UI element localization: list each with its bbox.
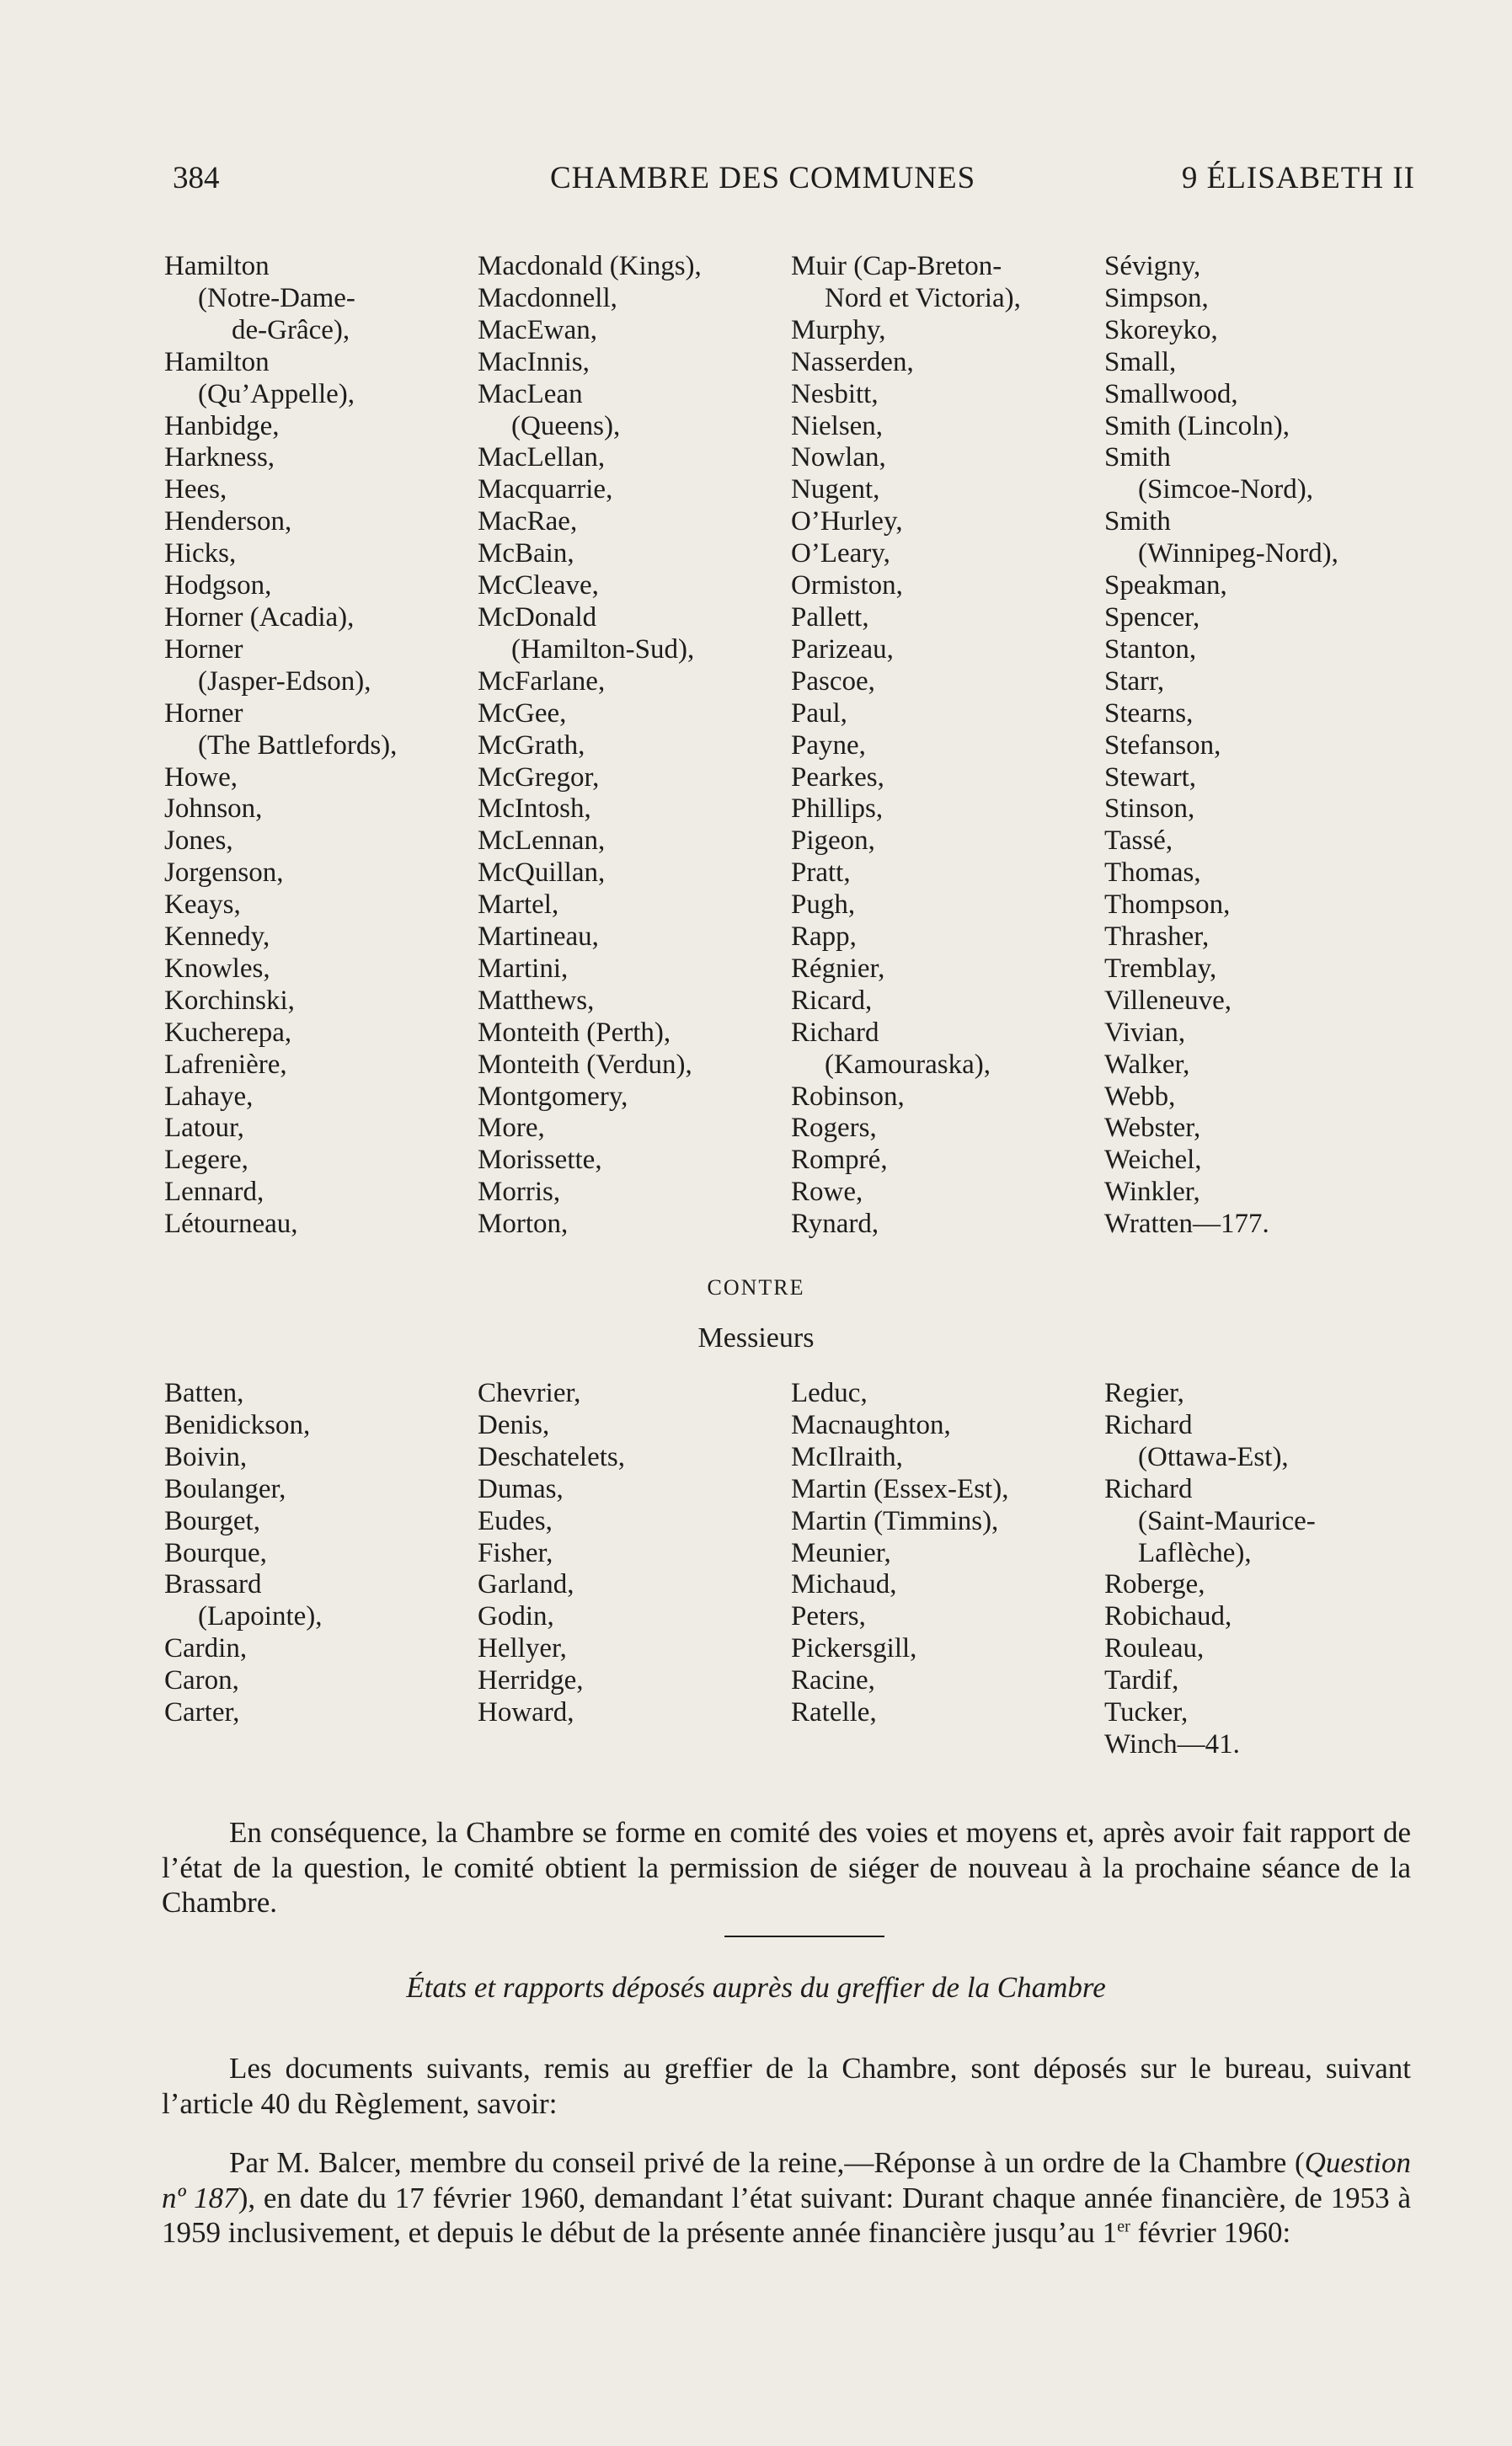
member-name: Herridge, <box>478 1665 584 1696</box>
member-name: Kucherepa, <box>164 1017 292 1048</box>
member-name: (Ottawa-Est), <box>1138 1441 1289 1472</box>
member-name: Ormiston, <box>791 570 903 601</box>
member-name: de-Grâce), <box>232 314 350 345</box>
messieurs-label: Messieurs <box>697 1322 815 1354</box>
member-name: Hamilton <box>164 346 270 377</box>
member-name: O’Leary, <box>791 538 890 569</box>
member-name: Richard <box>791 1017 879 1048</box>
member-name: Weichel, <box>1104 1145 1202 1176</box>
pour-member-list <box>164 251 1419 1241</box>
member-name: Lahaye, <box>164 1081 254 1112</box>
member-name: Martini, <box>478 953 569 984</box>
member-name: Rapp, <box>791 921 857 953</box>
member-name: Leduc, <box>791 1378 868 1408</box>
member-name: Lennard, <box>164 1177 264 1208</box>
member-name: Phillips, <box>791 793 884 825</box>
member-name: Racine, <box>791 1665 875 1696</box>
member-name: Batten, <box>164 1378 244 1408</box>
member-name: Harkness, <box>164 442 275 473</box>
member-name: Stanton, <box>1104 633 1197 665</box>
member-name: Rompré, <box>791 1145 888 1176</box>
member-name: Martin (Timmins), <box>791 1505 999 1536</box>
member-name: Winch—41. <box>1104 1728 1240 1760</box>
member-name: (Qu’Appelle), <box>198 378 355 409</box>
member-name: Tardif, <box>1104 1665 1179 1696</box>
member-name: Montgomery, <box>478 1081 628 1112</box>
member-name: Webb, <box>1104 1081 1176 1112</box>
balcer-return-paragraph <box>162 2145 1411 2251</box>
member-name: Laflèche), <box>1138 1537 1252 1568</box>
section-heading: États et rapports déposés auprès du greffier de la Chambre <box>406 1971 1106 2004</box>
member-name: Payne, <box>791 729 866 761</box>
member-name: MacLean <box>478 378 583 409</box>
member-name: Ratelle, <box>791 1697 877 1728</box>
member-name: (Jasper-Edson), <box>198 665 371 697</box>
name-column <box>791 251 1104 1241</box>
member-name: Stinson, <box>1104 793 1195 825</box>
member-name: Starr, <box>1104 665 1165 697</box>
member-name: (Hamilton-Sud), <box>511 633 695 665</box>
section-divider <box>724 1936 884 1937</box>
member-name: Morton, <box>478 1209 569 1240</box>
member-name: Knowles, <box>164 953 270 984</box>
member-name: Macquarrie, <box>478 474 613 505</box>
member-name: Johnson, <box>164 793 263 825</box>
member-name: Létourneau, <box>164 1209 298 1240</box>
member-name: Deschatelets, <box>478 1441 626 1472</box>
member-name: Michaud, <box>791 1569 897 1600</box>
member-name: Stearns, <box>1104 697 1194 729</box>
member-name: Horner (Acadia), <box>164 601 355 633</box>
member-name: More, <box>478 1113 545 1144</box>
member-name: Smith <box>1104 506 1171 537</box>
member-name: Morris, <box>478 1177 561 1208</box>
member-name: Jones, <box>164 825 233 857</box>
member-name: Hamilton <box>164 251 270 281</box>
running-title: CHAMBRE DES COMMUNES <box>550 161 976 195</box>
member-name: Regier, <box>1104 1378 1184 1408</box>
member-name: McCleave, <box>478 570 599 601</box>
balcer-text-1: Par M. Balcer, membre du conseil privé de la reine,—Réponse à un ordre de la Chambre ( <box>229 2146 1305 2179</box>
member-name: Tassé, <box>1104 825 1173 857</box>
member-name: Bourque, <box>164 1537 267 1568</box>
member-name: Smith (Lincoln), <box>1104 410 1290 441</box>
member-name: Horner <box>164 633 243 665</box>
regnal-year: 9 ÉLISABETH II <box>1181 161 1415 195</box>
name-column <box>478 1378 791 1761</box>
balcer-text-2: ), en date du 17 février 1960, demandant l’état suivant: Durant chaque année financière, de 1953 à 1959 inclusivement, et depuis le début de la présente année financière jusqu’au 1 <box>162 2181 1411 2249</box>
member-name: (Notre-Dame- <box>198 282 355 313</box>
member-name: Hees, <box>164 474 227 505</box>
member-name: Nugent, <box>791 474 880 505</box>
member-name: Fisher, <box>478 1537 553 1568</box>
member-name: Ricard, <box>791 985 873 1016</box>
member-name: Nord et Victoria), <box>825 282 1021 313</box>
member-name: Matthews, <box>478 985 595 1016</box>
member-name: Godin, <box>478 1601 554 1632</box>
member-name: Stewart, <box>1104 761 1197 793</box>
member-name: Tucker, <box>1104 1697 1189 1728</box>
member-name: Thomas, <box>1104 857 1201 889</box>
member-name: Cardin, <box>164 1633 248 1664</box>
member-name: Monteith (Verdun), <box>478 1049 692 1080</box>
member-name: Muir (Cap-Breton- <box>791 251 1002 281</box>
member-name: Jorgenson, <box>164 857 284 889</box>
member-name: Boulanger, <box>164 1473 286 1504</box>
member-name: Keays, <box>164 889 241 921</box>
member-name: Garland, <box>478 1569 574 1600</box>
member-name: Rynard, <box>791 1209 879 1240</box>
member-name: Pickersgill, <box>791 1633 917 1664</box>
member-name: Small, <box>1104 346 1177 377</box>
member-name: Dumas, <box>478 1473 564 1504</box>
member-name: McGregor, <box>478 761 600 793</box>
member-name: Latour, <box>164 1113 244 1144</box>
name-column <box>791 1378 1104 1761</box>
member-name: Thompson, <box>1104 889 1231 921</box>
member-name: Kennedy, <box>164 921 270 953</box>
member-name: Rouleau, <box>1104 1633 1205 1664</box>
member-name: Smith <box>1104 442 1171 473</box>
member-name: Morissette, <box>478 1145 602 1176</box>
member-name: Rogers, <box>791 1113 877 1144</box>
member-name: Tremblay, <box>1104 953 1217 984</box>
member-name: Carter, <box>164 1697 240 1728</box>
member-name: (Queens), <box>511 410 621 441</box>
member-name: Spencer, <box>1104 601 1200 633</box>
member-name: McIlraith, <box>791 1441 903 1472</box>
page-number: 384 <box>173 161 220 195</box>
member-name: Roberge, <box>1104 1569 1205 1600</box>
committee-paragraph: En conséquence, la Chambre se forme en comité des voies et moyens et, après avoir fait rapport de l’état de la question, le comité obtient la permission de siéger de nouveau à la prochaine séance de la Chambre. <box>162 1816 1411 1919</box>
member-name: Lafrenière, <box>164 1049 287 1080</box>
member-name: Pearkes, <box>791 761 884 793</box>
member-name: Simpson, <box>1104 282 1209 313</box>
name-column <box>1104 251 1418 1241</box>
member-name: Denis, <box>478 1409 550 1440</box>
member-name: O’Hurley, <box>791 506 903 537</box>
member-name: Murphy, <box>791 314 886 345</box>
member-name: Hanbidge, <box>164 410 280 441</box>
member-name: MacRae, <box>478 506 578 537</box>
member-name: Hodgson, <box>164 570 272 601</box>
member-name: Boivin, <box>164 1441 248 1472</box>
member-name: Régnier, <box>791 953 885 984</box>
member-name: (Saint-Maurice- <box>1138 1505 1316 1536</box>
member-name: Korchinski, <box>164 985 295 1016</box>
member-name: Richard <box>1104 1473 1193 1504</box>
member-name: Benidickson, <box>164 1409 311 1440</box>
member-name: Hicks, <box>164 538 237 569</box>
member-name: Thrasher, <box>1104 921 1210 953</box>
member-name: Henderson, <box>164 506 292 537</box>
member-name: Howe, <box>164 761 238 793</box>
member-name: Stefanson, <box>1104 729 1221 761</box>
member-name: Macdonnell, <box>478 282 617 313</box>
member-name: McIntosh, <box>478 793 591 825</box>
member-name: Robichaud, <box>1104 1601 1232 1632</box>
member-name: McLennan, <box>478 825 606 857</box>
member-name: Nowlan, <box>791 442 886 473</box>
member-name: Chevrier, <box>478 1378 581 1408</box>
member-name: Horner <box>164 697 243 729</box>
member-name: Eudes, <box>478 1505 553 1536</box>
member-name: Parizeau, <box>791 633 894 665</box>
member-name: Macnaughton, <box>791 1409 951 1440</box>
member-name: Meunier, <box>791 1537 891 1568</box>
member-name: Nielsen, <box>791 410 884 441</box>
member-name: Skoreyko, <box>1104 314 1218 345</box>
member-name: Howard, <box>478 1697 574 1728</box>
member-name: Speakman, <box>1104 570 1227 601</box>
member-name: Hellyer, <box>478 1633 567 1664</box>
member-name: McGee, <box>478 697 567 729</box>
member-name: Pratt, <box>791 857 851 889</box>
contre-member-list <box>164 1378 1419 1761</box>
member-name: McDonald <box>478 601 597 633</box>
name-column <box>478 251 791 1241</box>
member-name: Rowe, <box>791 1177 863 1208</box>
member-name: (Winnipeg-Nord), <box>1138 538 1338 569</box>
member-name: Smallwood, <box>1104 378 1238 409</box>
member-name: Walker, <box>1104 1049 1190 1080</box>
member-name: Legere, <box>164 1145 248 1176</box>
question-reference: Question nº 187 <box>162 2146 1411 2214</box>
member-name: Macdonald (Kings), <box>478 251 702 281</box>
name-column <box>1104 1378 1418 1761</box>
member-name: McQuillan, <box>478 857 606 889</box>
member-name: Brassard <box>164 1569 262 1600</box>
member-name: (The Battlefords), <box>198 729 398 761</box>
member-name: Webster, <box>1104 1113 1201 1144</box>
member-name: McBain, <box>478 538 574 569</box>
member-name: Paul, <box>791 697 847 729</box>
member-name: Winkler, <box>1104 1177 1200 1208</box>
member-name: Pugh, <box>791 889 856 921</box>
balcer-text-3: février 1960: <box>1130 2216 1291 2249</box>
member-name: (Simcoe-Nord), <box>1138 474 1314 505</box>
member-name: Peters, <box>791 1601 866 1632</box>
member-name: Martel, <box>478 889 559 921</box>
member-name: MacEwan, <box>478 314 598 345</box>
contre-label: CONTRE <box>707 1275 805 1300</box>
member-name: Monteith (Perth), <box>478 1017 671 1048</box>
member-name: Bourget, <box>164 1505 260 1536</box>
documents-intro-paragraph: Les documents suivants, remis au greffier de la Chambre, sont déposés sur le bureau, suivant l’article 40 du Règlement, savoir: <box>162 2052 1411 2120</box>
member-name: Martin (Essex-Est), <box>791 1473 1009 1504</box>
member-name: Nesbitt, <box>791 378 879 409</box>
member-name: Pigeon, <box>791 825 875 857</box>
member-name: MacLellan, <box>478 442 606 473</box>
member-name: Wratten—177. <box>1104 1209 1269 1240</box>
member-name: MacInnis, <box>478 346 590 377</box>
member-name: Richard <box>1104 1409 1193 1440</box>
member-name: Pascoe, <box>791 665 875 697</box>
member-name: Martineau, <box>478 921 599 953</box>
member-name: Pallett, <box>791 601 869 633</box>
member-name: Nasserden, <box>791 346 914 377</box>
member-name: McGrath, <box>478 729 585 761</box>
member-name: Villeneuve, <box>1104 985 1232 1016</box>
page-header <box>173 160 1415 211</box>
member-name: Sévigny, <box>1104 251 1201 281</box>
name-column <box>164 1378 478 1761</box>
ordinal-superscript: er <box>1117 2217 1130 2236</box>
name-column <box>164 251 478 1241</box>
member-name: Vivian, <box>1104 1017 1186 1048</box>
member-name: Robinson, <box>791 1081 905 1112</box>
member-name: Caron, <box>164 1665 239 1696</box>
member-name: McFarlane, <box>478 665 606 697</box>
member-name: (Lapointe), <box>198 1601 323 1632</box>
member-name: (Kamouraska), <box>825 1049 991 1080</box>
